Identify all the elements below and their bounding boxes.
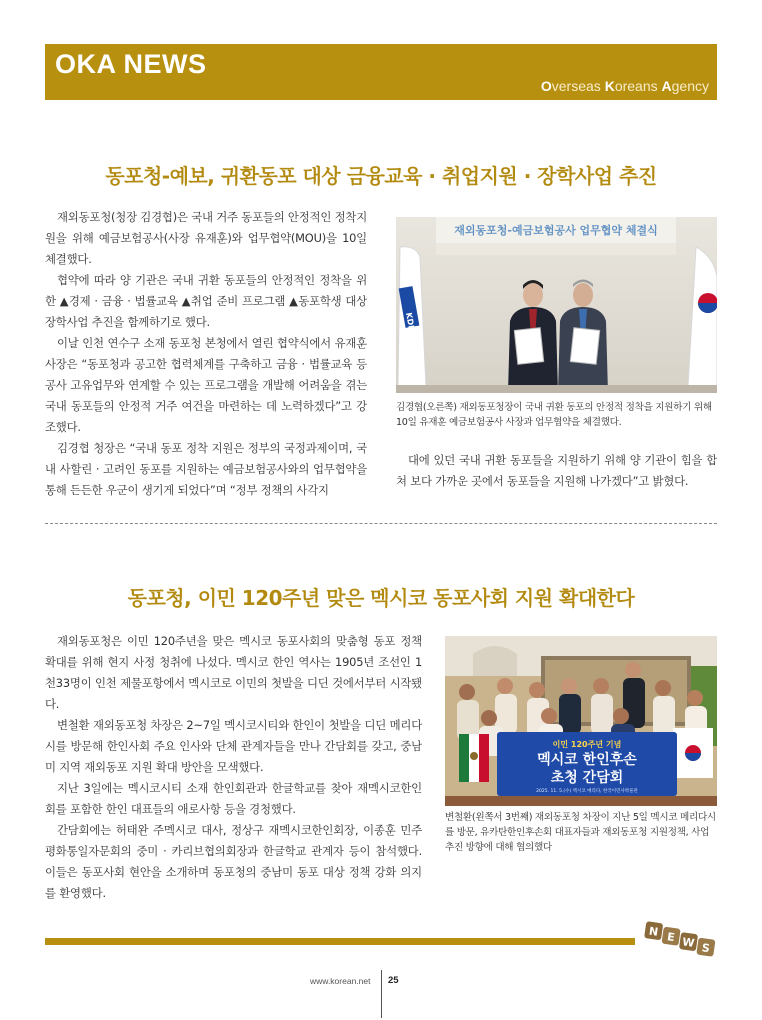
badge-letter-e: E bbox=[666, 930, 676, 945]
article1-paragraph: 협약에 따라 양 기관은 국내 귀환 동포들의 안정적인 정착을 위한 ▲경제 · 금융 · 법률교육 ▲취업 준비 프로그램 ▲동포학생 대상 장학사업 추진을 함께하기로 했다. bbox=[45, 273, 367, 329]
article1-paragraph: 재외동포청(청장 김경협)은 국내 거주 동포들의 안정적인 정착지원을 위해 예금보험공사(사장 유재훈)와 업무협약(MOU)을 10일 체결했다. bbox=[45, 210, 367, 266]
magazine-title: OKA NEWS bbox=[55, 49, 207, 79]
footer-url: www.korean.net bbox=[310, 976, 371, 986]
event-banner-line1: 멕시코 한인후손 bbox=[537, 752, 637, 768]
news-badge-icon bbox=[640, 918, 720, 964]
article1-body-right bbox=[396, 450, 717, 492]
footer-bar bbox=[45, 938, 635, 945]
footer-separator bbox=[381, 970, 382, 1018]
ceremony-banner-text: 재외동포청-예금보험공사 업무협약 체결식 bbox=[454, 224, 658, 237]
agency-initial-o: O bbox=[540, 78, 552, 94]
article1-paragraph: 이날 인천 연수구 소재 동포청 본청에서 열린 협약식에서 유재훈 사장은 “동포청과 공고한 협력체계를 구축하고 금융 · 법률교육 등 공사 고유업무와 연계할 수 있는 프로그램을 개발해 어려움을 겪는 국내 동포들의 안정적 거주 여건을 마련하는 데 노력하겠다”고 강조했다. bbox=[45, 336, 367, 434]
section-divider bbox=[45, 523, 717, 524]
article2-paragraph: 변철환 재외동포청 차장은 2~7일 멕시코시티와 한인이 첫발을 디딘 메리다시를 방문해 한인사회 주요 인사와 단체 관계자들을 만나 간담회를 갖고, 중남미 지역 재외동포 지원 확대 방안을 모색했다. bbox=[45, 718, 422, 774]
article1-headline: 동포청-예보, 귀환동포 대상 금융교육 · 취업지원 · 장학사업 추진 bbox=[105, 164, 657, 188]
article2-paragraph: 재외동포청은 이민 120주년을 맞은 멕시코 동포사회의 맞춤형 동포 정책 확대를 위해 현지 사정 청취에 나섰다. 멕시코 한인 역사는 1905년 조선인 1천33명이 인천 제물포항에서 멕시코로 이민의 첫발을 디딘 것에서부터 시작됐다. bbox=[45, 634, 422, 711]
article2-photo bbox=[445, 636, 717, 806]
page-number: 25 bbox=[388, 975, 399, 986]
event-banner-date: 2025. 11. 5.(수) 멕시코 메리다, 한국이민사박물관 bbox=[536, 789, 638, 794]
agency-word-a: gency bbox=[671, 78, 709, 94]
badge-letter-w: W bbox=[681, 935, 696, 950]
badge-letter-n: N bbox=[648, 924, 660, 939]
article1-photo-caption: 김경협(오른쪽) 재외동포청장이 국내 귀환 동포의 안정적 정착을 지원하기 위해 10일 유재훈 예금보험공사 사장과 업무협약을 체결했다. bbox=[396, 402, 712, 428]
article1-paragraph: 김경협 청장은 “국내 동포 정착 지원은 정부의 국정과제이며, 국내 사할린 · 고려인 동포를 지원하는 예금보험공사와의 업무협약을 통해 든든한 우군이 생기게 되었다”며 “정부 정책의 사각지 bbox=[45, 441, 367, 497]
article2-paragraph: 지난 3일에는 멕시코시티 소재 한인회관과 한글학교를 찾아 재멕시코한인회를 포함한 한인 대표들의 애로사항 등을 경청했다. bbox=[45, 781, 422, 816]
agency-word-k: oreans bbox=[614, 78, 662, 94]
event-banner-line2: 초청 간담회 bbox=[550, 770, 624, 786]
article1-photo bbox=[396, 217, 717, 393]
agency-initial-k: K bbox=[604, 78, 615, 94]
agency-word-o: verseas bbox=[551, 78, 605, 94]
article2-headline: 동포청, 이민 120주년 맞은 멕시코 동포사회 지원 확대한다 bbox=[127, 586, 635, 610]
agency-name bbox=[541, 78, 709, 94]
mou-ceremony-photo bbox=[396, 217, 717, 393]
badge-letter-s: S bbox=[700, 941, 711, 956]
mexico-meeting-photo bbox=[445, 636, 717, 806]
article2-paragraph: 간담회에는 허태완 주멕시코 대사, 정상구 재멕시코한인회장, 이종훈 민주평화통일자문회의 중미 · 카리브협의회장과 한글학교 관계자 등이 참석했다. 이들은 동포사회 현안을 소개하며 동포청의 중남미 동포 대상 정책 강화 의지를 환영했다. bbox=[45, 823, 422, 900]
article2-photo-caption: 변철환(왼쪽서 3번째) 재외동포청 차장이 지난 5일 멕시코 메리다시를 방문, 유카탄한인후손회 대표자들과 재외동포청 지원정책, 사업추진 방향에 대해 협의했다 bbox=[445, 812, 716, 853]
article2-body bbox=[45, 631, 422, 904]
article1-body-left bbox=[45, 207, 367, 501]
event-banner-top: 이민 120주년 기념 bbox=[552, 740, 622, 749]
agency-initial-a: A bbox=[661, 78, 672, 94]
kdic-flag-logo: KDIC bbox=[404, 311, 417, 335]
article1-paragraph-continued: 대에 있던 국내 귀환 동포들을 지원하기 위해 양 기관이 힘을 합쳐 보다 가까운 곳에서 동포들을 지원해 나가겠다”고 밝혔다. bbox=[396, 453, 717, 488]
header-banner bbox=[45, 44, 717, 100]
